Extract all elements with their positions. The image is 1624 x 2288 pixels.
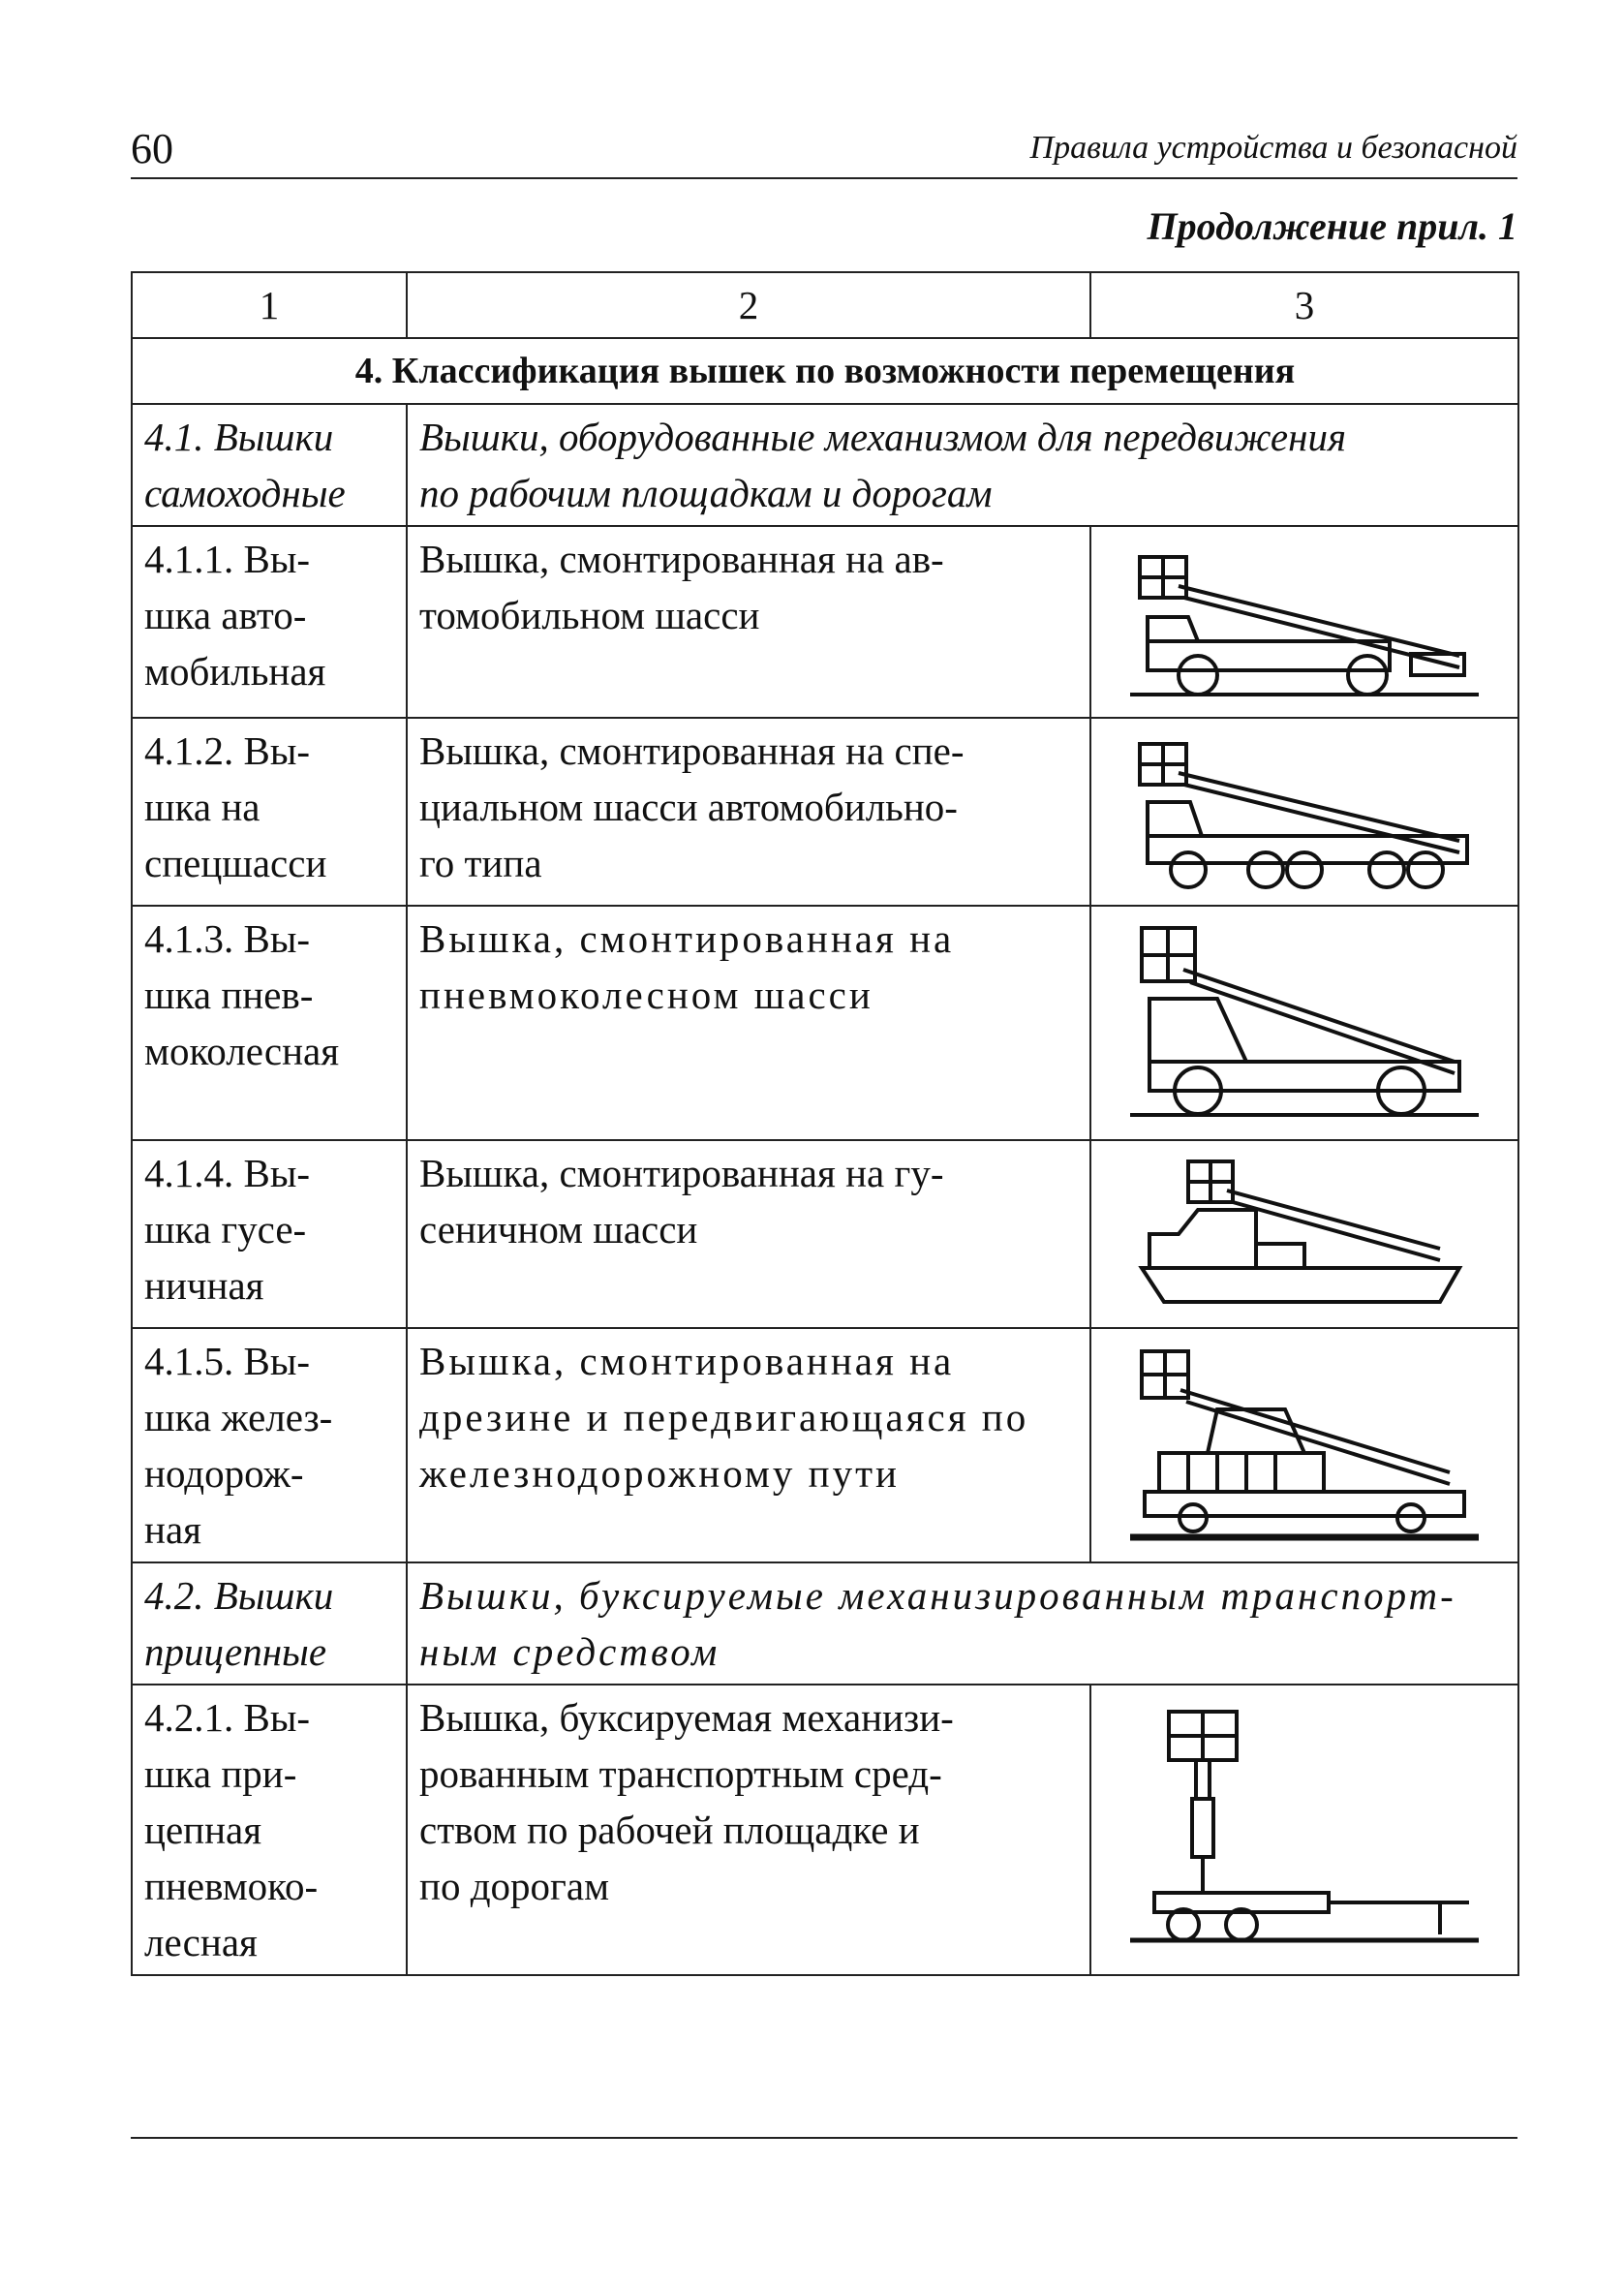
cell-line: 4.1.3. Вы-	[144, 916, 311, 961]
illustration-cell	[1090, 1685, 1518, 1975]
table-row	[132, 526, 1518, 718]
cell-line: Вышка, смонтированная на спе-	[419, 728, 965, 773]
cell-line: дрезине и передвигающаяся по	[419, 1395, 1029, 1439]
category-cell	[132, 1328, 407, 1562]
cell-line: шка авто-	[144, 593, 307, 637]
cell-line: томобильном шасси	[419, 593, 760, 637]
cell-line: го типа	[419, 841, 542, 885]
continuation-label: Продолжение прил. 1	[1147, 204, 1517, 248]
column-number: 2	[407, 272, 1090, 338]
cell-line: железнодорожному пути	[419, 1451, 900, 1496]
truck-tower-icon	[1120, 540, 1488, 704]
table-row	[132, 1328, 1518, 1562]
table-row	[132, 906, 1518, 1140]
column-number: 1	[132, 272, 407, 338]
table-row	[132, 1685, 1518, 1975]
cell-line: 4.1.2. Вы-	[144, 728, 311, 773]
category-cell	[132, 526, 407, 718]
pneumatic-wheel-tower-icon	[1120, 916, 1488, 1129]
description-cell	[407, 1140, 1090, 1328]
railway-tower-icon	[1120, 1342, 1488, 1550]
illustration-cell	[1090, 526, 1518, 718]
category-cell	[132, 1140, 407, 1328]
cell-line: прицепные	[144, 1629, 327, 1674]
description-cell	[407, 906, 1090, 1140]
illustration-cell	[1090, 1328, 1518, 1562]
footer-rule	[131, 2137, 1517, 2139]
category-cell	[132, 1685, 407, 1975]
cell-line: 4.1.5. Вы-	[144, 1339, 311, 1383]
trailer-tower-icon	[1120, 1704, 1488, 1956]
cell-line: цепная	[144, 1808, 262, 1852]
cell-line: Вышка, смонтированная на	[419, 1339, 955, 1383]
cell-line: Вышка, смонтированная на гу-	[419, 1151, 944, 1195]
illustration-cell	[1090, 718, 1518, 906]
section-title: 4. Классификация вышек по возможности перемещения	[132, 338, 1518, 404]
cell-line: Вышки, оборудованные механизмом для передвижения	[419, 415, 1347, 459]
description-cell	[407, 1685, 1090, 1975]
illustration-cell	[1090, 906, 1518, 1140]
cell-line: 4.1. Вышки	[144, 415, 334, 459]
header-rule	[131, 177, 1517, 179]
cell-line: по дорогам	[419, 1864, 610, 1908]
cell-line: шка при-	[144, 1751, 297, 1796]
category-cell	[132, 1562, 407, 1685]
cell-line: нодорож-	[144, 1451, 304, 1496]
crawler-tower-icon	[1120, 1152, 1488, 1316]
cell-line: 4.2. Вышки	[144, 1573, 334, 1618]
cell-line: шка пнев-	[144, 973, 314, 1017]
illustration-cell	[1090, 1140, 1518, 1328]
category-cell	[132, 718, 407, 906]
cell-line: циальном шасси автомобильно-	[419, 785, 958, 829]
cell-line: Вышка, буксируемая механизи-	[419, 1695, 954, 1740]
cell-line: Вышка, смонтированная на	[419, 916, 955, 961]
category-cell	[132, 404, 407, 526]
description-cell	[407, 718, 1090, 906]
cell-line: пневмоко-	[144, 1864, 319, 1908]
cell-line: ничная	[144, 1263, 264, 1308]
column-number-row	[132, 272, 1518, 338]
cell-line: ная	[144, 1507, 201, 1552]
category-cell	[132, 906, 407, 1140]
cell-line: 4.1.4. Вы-	[144, 1151, 311, 1195]
page-number: 60	[131, 125, 173, 172]
special-chassis-tower-icon	[1120, 729, 1488, 894]
table-row	[132, 404, 1518, 526]
cell-line: мобильная	[144, 649, 326, 694]
cell-line: моколесная	[144, 1029, 340, 1073]
cell-line: рованным транспортным сред-	[419, 1751, 942, 1796]
description-cell	[407, 1328, 1090, 1562]
description-cell	[407, 404, 1518, 526]
cell-line: сеничном шасси	[419, 1207, 698, 1252]
cell-line: шка гусе-	[144, 1207, 307, 1252]
cell-line: 4.2.1. Вы-	[144, 1695, 311, 1740]
classification-table	[131, 271, 1519, 1976]
cell-line: пневмоколесном шасси	[419, 973, 873, 1017]
cell-line: Вышки, буксируемые механизированным транспорт-	[419, 1573, 1456, 1618]
cell-line: ством по рабочей площадке и	[419, 1808, 920, 1852]
description-cell	[407, 526, 1090, 718]
cell-line: шка на	[144, 785, 260, 829]
running-head: Правила устройства и безопасной	[1029, 130, 1517, 166]
cell-line: шка желез-	[144, 1395, 333, 1439]
table-row	[132, 1140, 1518, 1328]
cell-line: 4.1.1. Вы-	[144, 537, 311, 581]
table-row	[132, 1562, 1518, 1685]
description-cell	[407, 1562, 1518, 1685]
table-row	[132, 718, 1518, 906]
column-number: 3	[1090, 272, 1518, 338]
cell-line: спецшасси	[144, 841, 327, 885]
section-title-row	[132, 338, 1518, 404]
cell-line: ным средством	[419, 1629, 720, 1674]
cell-line: Вышка, смонтированная на ав-	[419, 537, 944, 581]
cell-line: самоходные	[144, 471, 346, 515]
cell-line: по рабочим площадкам и дорогам	[419, 471, 993, 515]
cell-line: лесная	[144, 1920, 258, 1964]
